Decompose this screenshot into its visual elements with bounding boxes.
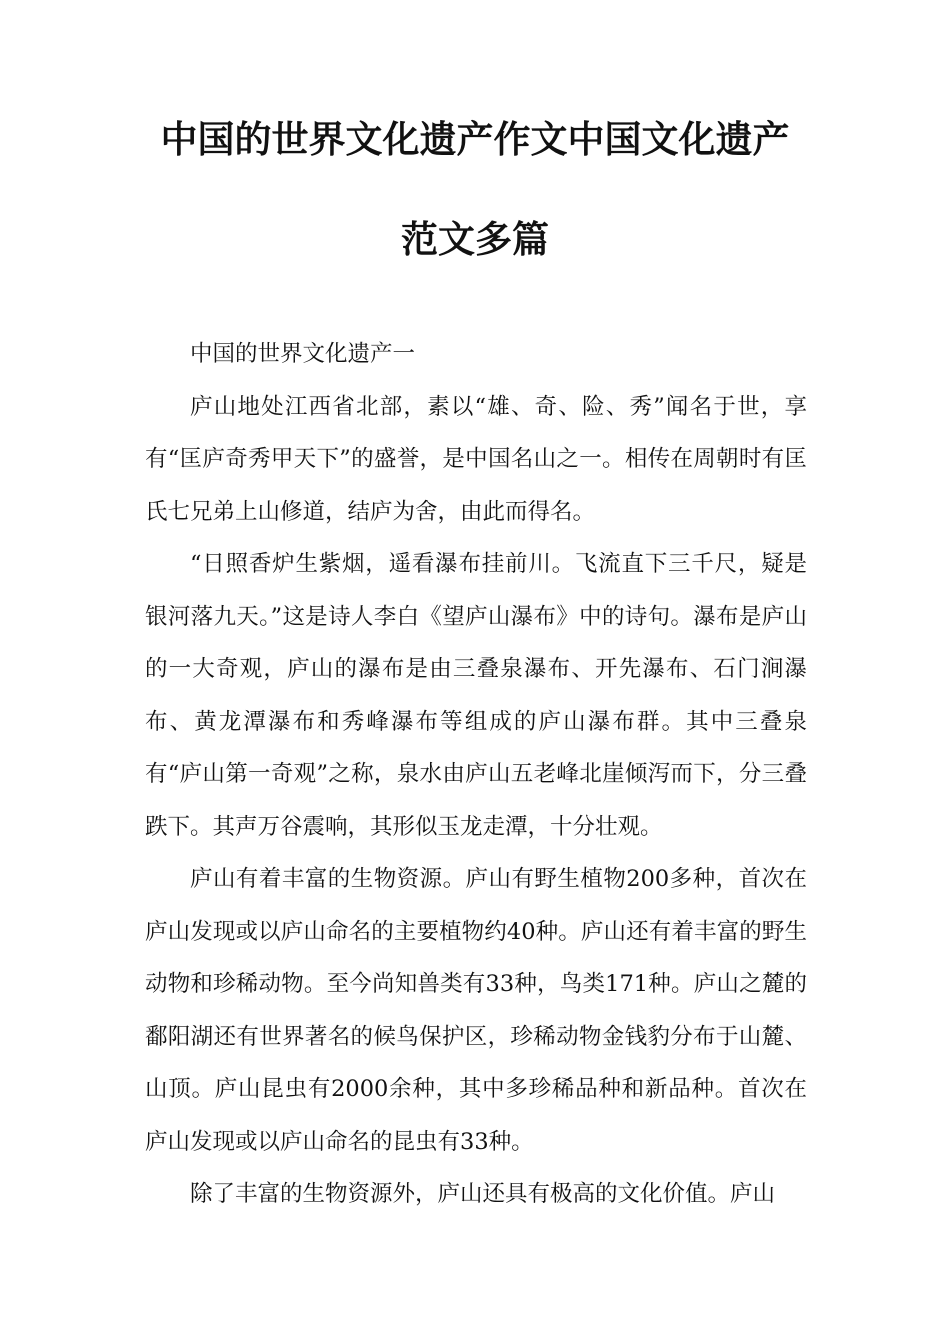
section-heading: 中国的世界文化遗产一 bbox=[190, 341, 416, 367]
paragraph: 除了丰富的生物资源外，庐山还具有极高的文化价值。庐山 bbox=[190, 1181, 776, 1207]
document-title-line-1: 中国的世界文化遗产作文中国文化遗产 bbox=[160, 118, 790, 161]
paragraph: 庐山地处江西省北部，素以“雄、奇、险、秀”闻名于世，享有“匡庐奇秀甲天下”的盛誉，是中国名山之一。相传在周朝时有匡氏七兄弟上山修道，结庐为舍，由此而得名。 bbox=[145, 393, 807, 525]
document-body bbox=[145, 328, 807, 1221]
document-title-line-2: 范文多篇 bbox=[401, 218, 549, 261]
paragraph: 庐山有着丰富的生物资源。庐山有野生植物200多种，首次在庐山发现或以庐山命名的主要植物约40种。庐山还有着丰富的野生动物和珍稀动物。至今尚知兽类有33种，鸟类171种。庐山之麓的鄱阳湖还有世界著名的候鸟保护区，珍稀动物金钱豹分布于山麓、山顶。庐山昆虫有2000余种，其中多珍稀品种和新品种。首次在庐山发现或以庐山命名的昆虫有33种。 bbox=[145, 866, 807, 1155]
paragraph: “日照香炉生紫烟，遥看瀑布挂前川。飞流直下三千尺，疑是银河落九天。”这是诗人李白《望庐山瀑布》中的诗句。瀑布是庐山的一大奇观，庐山的瀑布是由三叠泉瀑布、开先瀑布、石门涧瀑布、黄龙潭瀑布和秀峰瀑布等组成的庐山瀑布群。其中三叠泉有“庐山第一奇观”之称，泉水由庐山五老峰北崖倾泻而下，分三叠跌下。其声万谷震响，其形似玉龙走潭，十分壮观。 bbox=[145, 551, 807, 840]
